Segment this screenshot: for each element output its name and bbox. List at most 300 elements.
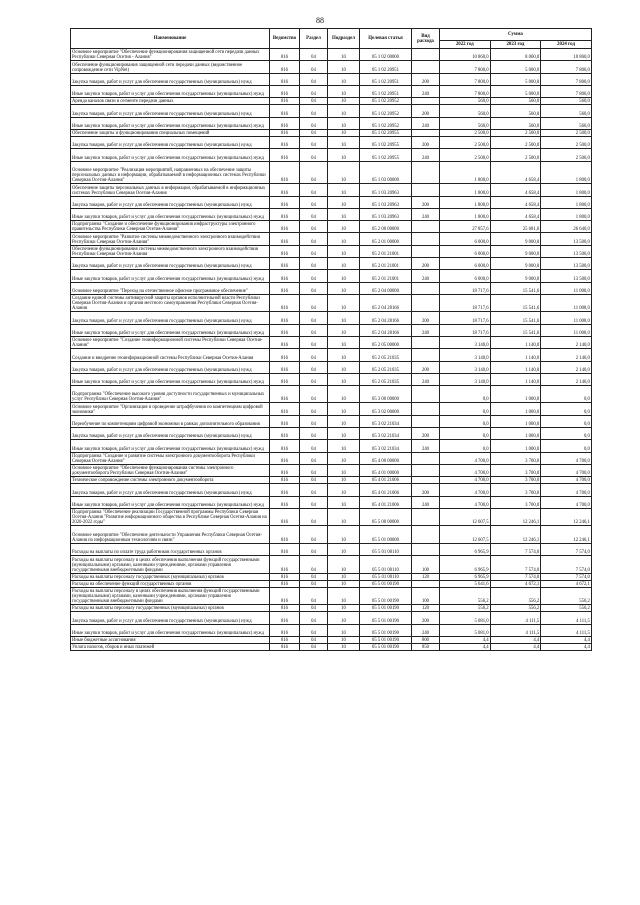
cell-cs: 05 1 02 20951: [360, 85, 412, 97]
cell-name: Основное мероприятие "Обеспечение деятельности Управления Республики Северная Осетия-Алания по информационным технологиям и связи": [71, 526, 270, 543]
cell-2023: 5 000,0: [490, 85, 541, 97]
cell-2023: 15 541,6: [490, 312, 541, 324]
cell-2023: 15 541,6: [490, 282, 541, 294]
header-year-2024: 2024 год: [541, 41, 592, 49]
cell-2024: 4,4: [541, 637, 592, 644]
table-row: [71, 587, 592, 604]
cell-podrazdel: 10: [328, 336, 360, 348]
cell-name: Закупка товаров, работ и услуг для обеспечения государственных (муниципальных) нужд: [71, 73, 270, 85]
cell-ved: 816: [270, 526, 300, 543]
cell-razdel: 04: [300, 208, 328, 220]
cell-vr: [412, 543, 440, 555]
cell-2022: 7 800,0: [440, 61, 491, 73]
cell-name: Иные закупки товаров, работ и услуг для обеспечения государственных (муниципальных) нужд: [71, 440, 270, 452]
cell-podrazdel: 10: [328, 605, 360, 612]
cell-vr: [412, 233, 440, 245]
cell-podrazdel: 10: [328, 644, 360, 651]
cell-razdel: 04: [300, 543, 328, 555]
cell-cs: 05 5 01 00190: [360, 637, 412, 644]
cell-ved: 816: [270, 496, 300, 508]
budget-table: [70, 28, 592, 651]
cell-2024: 1 800,0: [541, 161, 592, 184]
cell-2024: 560,0: [541, 105, 592, 117]
cell-2022: 560,0: [440, 98, 491, 105]
cell-2024: 4 672,1: [541, 580, 592, 587]
cell-podrazdel: 10: [328, 258, 360, 270]
cell-razdel: 04: [300, 573, 328, 580]
cell-name: Подпрограмма "Создание и обеспечение функционирования инфраструктуры электронного правительства Республики Северная Осетия-Алания": [71, 221, 270, 233]
cell-podrazdel: 10: [328, 85, 360, 97]
cell-name: Переобучение по компетенциям цифровой экономики в рамках дополнительного образования: [71, 415, 270, 427]
cell-ved: 816: [270, 428, 300, 440]
cell-razdel: 04: [300, 637, 328, 644]
cell-2023: 9 000,0: [490, 270, 541, 282]
cell-ved: 816: [270, 452, 300, 464]
cell-name: Обеспечение функционирования защищенной сети передачи данных (ведомственное сопровождение сети VipNet): [71, 61, 270, 73]
cell-vr: 200: [412, 428, 440, 440]
cell-cs: 05 5 01 00000: [360, 526, 412, 543]
cell-ved: 816: [270, 184, 300, 196]
header-cs: Целевая статья: [360, 29, 412, 49]
cell-vr: [412, 526, 440, 543]
cell-name: Обеспечение защиты и функционирования специальных помещений: [71, 129, 270, 136]
cell-name: Основное мероприятие "Обеспечение функционирования системы электронного документооборота Республики Северная Осетия-Алания": [71, 464, 270, 476]
cell-2023: 7 574,0: [490, 543, 541, 555]
cell-vr: 200: [412, 105, 440, 117]
cell-2022: 6 000,0: [440, 233, 491, 245]
table-row: [71, 573, 592, 580]
cell-ved: 816: [270, 361, 300, 373]
cell-ved: 816: [270, 509, 300, 526]
cell-cs: 05 2 01 21001: [360, 270, 412, 282]
cell-2024: 10 860,0: [541, 49, 592, 61]
cell-cs: 05 1 02 20951: [360, 73, 412, 85]
cell-razdel: 04: [300, 484, 328, 496]
cell-podrazdel: 10: [328, 543, 360, 555]
cell-2022: 6 000,0: [440, 245, 491, 257]
cell-podrazdel: 10: [328, 452, 360, 464]
cell-name: Иные закупки товаров, работ и услуг для обеспечения государственных (муниципальных) нужд: [71, 117, 270, 129]
cell-vr: 120: [412, 605, 440, 612]
cell-podrazdel: 10: [328, 440, 360, 452]
cell-2024: 0,0: [541, 403, 592, 415]
table-row: [71, 440, 592, 452]
cell-cs: 05 1 02 20952: [360, 105, 412, 117]
cell-name: Закупка товаров, работ и услуг для обеспечения государственных (муниципальных) нужд: [71, 612, 270, 624]
cell-cs: 05 5 00 00000: [360, 509, 412, 526]
cell-podrazdel: 10: [328, 149, 360, 161]
cell-cs: 05 5 01 00110: [360, 556, 412, 573]
cell-razdel: 04: [300, 161, 328, 184]
cell-podrazdel: 10: [328, 137, 360, 149]
cell-cs: 05 1 02 20955: [360, 137, 412, 149]
cell-2024: 2 140,0: [541, 336, 592, 348]
cell-ved: 816: [270, 98, 300, 105]
cell-2024: 2 140,0: [541, 349, 592, 361]
cell-vr: [412, 580, 440, 587]
cell-ved: 816: [270, 336, 300, 348]
cell-cs: 05 3 02 21034: [360, 440, 412, 452]
cell-2022: 556,2: [440, 605, 491, 612]
table-row: [71, 312, 592, 324]
cell-razdel: 04: [300, 509, 328, 526]
cell-2023: 2 500,0: [490, 129, 541, 136]
cell-ved: 816: [270, 137, 300, 149]
cell-ved: 816: [270, 245, 300, 257]
cell-2024: 13 500,0: [541, 233, 592, 245]
cell-razdel: 04: [300, 612, 328, 624]
cell-vr: [412, 184, 440, 196]
cell-name: Иные закупки товаров, работ и услуг для обеспечения государственных (муниципальных) нужд: [71, 624, 270, 636]
cell-2023: 2 500,0: [490, 149, 541, 161]
table-body: [71, 49, 592, 651]
cell-2022: 4 700,0: [440, 464, 491, 476]
cell-podrazdel: 10: [328, 373, 360, 385]
cell-vr: 240: [412, 208, 440, 220]
cell-2023: 4 658,4: [490, 161, 541, 184]
cell-name: Расходы на выплаты персоналу государственных (муниципальных) органов: [71, 605, 270, 612]
cell-2022: 1 800,0: [440, 208, 491, 220]
cell-cs: 05 2 01 00000: [360, 233, 412, 245]
cell-podrazdel: 10: [328, 587, 360, 604]
table-row: [71, 233, 592, 245]
cell-razdel: 04: [300, 98, 328, 105]
cell-name: Основное мероприятие "Организация и проведение штрафбучения по компетенциям цифровой экономики": [71, 403, 270, 415]
cell-2022: 0,0: [440, 440, 491, 452]
cell-podrazdel: 10: [328, 49, 360, 61]
cell-2022: 4,4: [440, 644, 491, 651]
cell-2024: 2 500,0: [541, 149, 592, 161]
cell-name: Закупка товаров, работ и услуг для обеспечения государственных (муниципальных) нужд: [71, 361, 270, 373]
cell-podrazdel: 10: [328, 61, 360, 73]
cell-vr: [412, 415, 440, 427]
cell-2024: 4 111,5: [541, 612, 592, 624]
cell-cs: 05 2 05 21035: [360, 361, 412, 373]
cell-2022: 4 700,0: [440, 484, 491, 496]
table-row: [71, 477, 592, 484]
cell-razdel: 04: [300, 233, 328, 245]
table-row: [71, 129, 592, 136]
table-row: [71, 386, 592, 403]
cell-ved: 816: [270, 580, 300, 587]
cell-cs: 05 2 05 21035: [360, 349, 412, 361]
cell-razdel: 04: [300, 49, 328, 61]
cell-name: Иные закупки товаров, работ и услуг для обеспечения государственных (муниципальных) нужд: [71, 496, 270, 508]
cell-name: Создание и внедрение геоинформационной системы Республики Северная Осетия-Алания: [71, 349, 270, 361]
cell-razdel: 04: [300, 221, 328, 233]
cell-razdel: 04: [300, 85, 328, 97]
cell-name: Иные закупки товаров, работ и услуг для обеспечения государственных (муниципальных) нужд: [71, 373, 270, 385]
cell-2023: 3 700,0: [490, 484, 541, 496]
cell-razdel: 04: [300, 105, 328, 117]
cell-podrazdel: 10: [328, 415, 360, 427]
cell-name: Основное мероприятие "Переход на отечественное офисное программное обеспечение": [71, 282, 270, 294]
cell-2022: 3 140,0: [440, 349, 491, 361]
cell-2024: 4 700,0: [541, 484, 592, 496]
cell-podrazdel: 10: [328, 509, 360, 526]
cell-podrazdel: 10: [328, 233, 360, 245]
cell-vr: 240: [412, 496, 440, 508]
cell-2022: 4,4: [440, 637, 491, 644]
cell-2023: 560,0: [490, 117, 541, 129]
cell-2022: 18 717,6: [440, 282, 491, 294]
cell-vr: [412, 336, 440, 348]
cell-2022: 1 800,0: [440, 161, 491, 184]
header-year-2022: 2022 год: [440, 41, 491, 49]
cell-2022: 1 800,0: [440, 196, 491, 208]
cell-2024: 1 800,0: [541, 196, 592, 208]
cell-2022: 27 857,6: [440, 221, 491, 233]
cell-2022: 3 140,0: [440, 336, 491, 348]
cell-ved: 816: [270, 386, 300, 403]
cell-ved: 816: [270, 349, 300, 361]
cell-ved: 816: [270, 233, 300, 245]
cell-razdel: 04: [300, 294, 328, 311]
cell-2024: 556,2: [541, 587, 592, 604]
cell-podrazdel: 10: [328, 105, 360, 117]
cell-podrazdel: 10: [328, 573, 360, 580]
table-row: [71, 415, 592, 427]
cell-name: Иные закупки товаров, работ и услуг для обеспечения государственных (муниципальных) нужд: [71, 208, 270, 220]
cell-2024: 2 140,0: [541, 361, 592, 373]
cell-cs: 05 4 01 00000: [360, 464, 412, 476]
cell-podrazdel: 10: [328, 312, 360, 324]
cell-podrazdel: 10: [328, 270, 360, 282]
table-row: [71, 105, 592, 117]
cell-cs: 05 2 04 28166: [360, 324, 412, 336]
cell-podrazdel: 10: [328, 477, 360, 484]
cell-vr: 200: [412, 312, 440, 324]
cell-2024: 4 111,5: [541, 624, 592, 636]
table-row: [71, 637, 592, 644]
table-row: [71, 270, 592, 282]
cell-vr: 850: [412, 644, 440, 651]
cell-cs: 05 5 01 00190: [360, 580, 412, 587]
cell-2023: 1 140,0: [490, 373, 541, 385]
cell-razdel: 04: [300, 464, 328, 476]
cell-2023: 12 246,1: [490, 526, 541, 543]
cell-name: Расходы на выплаты персоналу в целях обеспечения выполнения функций государственными (муниципальными) органами, казенными учреждениями, органами управления государственными внебюджетными фондами: [71, 587, 270, 604]
cell-razdel: 04: [300, 605, 328, 612]
cell-2024: 2 140,0: [541, 373, 592, 385]
cell-ved: 816: [270, 294, 300, 311]
cell-2023: 560,0: [490, 105, 541, 117]
cell-2022: 12 607,5: [440, 526, 491, 543]
cell-name: Расходы на выплаты персоналу государственных (муниципальных) органов: [71, 573, 270, 580]
table-row: [71, 196, 592, 208]
table-row: [71, 403, 592, 415]
cell-name: Основное мероприятие "Обеспечение функционирования защищенной сети передачи данных Республики Северная Осетия - Алания": [71, 49, 270, 61]
cell-ved: 816: [270, 73, 300, 85]
cell-razdel: 04: [300, 477, 328, 484]
table-row: [71, 464, 592, 476]
cell-podrazdel: 10: [328, 624, 360, 636]
cell-cs: 05 2 04 00000: [360, 282, 412, 294]
cell-2022: 6 965,9: [440, 556, 491, 573]
cell-cs: 05 5 01 00110: [360, 543, 412, 555]
cell-razdel: 04: [300, 587, 328, 604]
cell-razdel: 04: [300, 312, 328, 324]
cell-ved: 816: [270, 605, 300, 612]
cell-podrazdel: 10: [328, 349, 360, 361]
cell-name: Аренда каналов связи в сегменте передачи данных: [71, 98, 270, 105]
cell-2024: 4 700,0: [541, 464, 592, 476]
cell-vr: [412, 161, 440, 184]
cell-2022: 18 717,6: [440, 312, 491, 324]
cell-cs: 05 3 00 00000: [360, 386, 412, 403]
cell-2023: 1 140,0: [490, 361, 541, 373]
cell-podrazdel: 10: [328, 208, 360, 220]
cell-vr: 120: [412, 573, 440, 580]
cell-podrazdel: 10: [328, 221, 360, 233]
table-row: [71, 373, 592, 385]
table-row: [71, 184, 592, 196]
cell-2022: 7 800,0: [440, 73, 491, 85]
cell-name: Иные закупки товаров, работ и услуг для обеспечения государственных (муниципальных) нужд: [71, 149, 270, 161]
cell-ved: 816: [270, 105, 300, 117]
table-row: [71, 245, 592, 257]
table-row: [71, 258, 592, 270]
table-row: [71, 484, 592, 496]
cell-2023: 1 000,0: [490, 428, 541, 440]
cell-2023: 8 060,0: [490, 49, 541, 61]
cell-2024: 0,0: [541, 415, 592, 427]
cell-2023: 2 500,0: [490, 137, 541, 149]
cell-vr: [412, 129, 440, 136]
cell-2023: 4 111,5: [490, 612, 541, 624]
cell-2023: 4,4: [490, 644, 541, 651]
cell-name: Основное мероприятие "Создание геоинформационной системы Республики Северная Осетия-Алания": [71, 336, 270, 348]
page-number: 88: [316, 16, 324, 25]
cell-2023: 4 672,1: [490, 580, 541, 587]
cell-ved: 816: [270, 161, 300, 184]
cell-vr: [412, 349, 440, 361]
table-row: [71, 526, 592, 543]
cell-2023: 560,0: [490, 98, 541, 105]
cell-cs: 05 1 03 20963: [360, 196, 412, 208]
cell-vr: 240: [412, 270, 440, 282]
cell-name: Создание единой системы антивирусной защиты органов исполнительной власти Республики Северная Осетия-Алания и органов местного самоуправления Республики Северная Осетия-Алания: [71, 294, 270, 311]
cell-razdel: 04: [300, 282, 328, 294]
cell-vr: [412, 464, 440, 476]
cell-razdel: 04: [300, 644, 328, 651]
cell-2024: 11 000,0: [541, 294, 592, 311]
cell-vr: 100: [412, 587, 440, 604]
cell-ved: 816: [270, 464, 300, 476]
cell-cs: 05 4 00 00000: [360, 452, 412, 464]
cell-2024: 26 640,0: [541, 221, 592, 233]
cell-2024: 1 800,0: [541, 184, 592, 196]
table-row: [71, 361, 592, 373]
cell-name: Основное мероприятие "Развитие системы межведомственного электронного взаимодействия Республики Северная Осетия-Алания": [71, 233, 270, 245]
table-row: [71, 294, 592, 311]
table-row: [71, 349, 592, 361]
cell-vr: [412, 403, 440, 415]
cell-2022: 3 140,0: [440, 373, 491, 385]
table-row: [71, 61, 592, 73]
cell-2023: 1 000,0: [490, 386, 541, 403]
cell-ved: 816: [270, 543, 300, 555]
cell-cs: 05 2 00 00000: [360, 221, 412, 233]
cell-name: Техническое сопровождение системы электронного документооборота: [71, 477, 270, 484]
cell-2022: 18 717,6: [440, 294, 491, 311]
cell-2023: 15 541,6: [490, 294, 541, 311]
cell-2024: 4 700,0: [541, 477, 592, 484]
cell-cs: 05 4 01 21006: [360, 484, 412, 496]
cell-2022: 6 000,0: [440, 258, 491, 270]
cell-razdel: 04: [300, 184, 328, 196]
cell-2023: 9 000,0: [490, 258, 541, 270]
cell-podrazdel: 10: [328, 294, 360, 311]
cell-ved: 816: [270, 440, 300, 452]
table-row: [71, 624, 592, 636]
cell-podrazdel: 10: [328, 361, 360, 373]
cell-vr: 200: [412, 361, 440, 373]
cell-razdel: 04: [300, 245, 328, 257]
cell-2022: 2 500,0: [440, 149, 491, 161]
cell-cs: 05 2 05 21035: [360, 373, 412, 385]
cell-2023: 3 700,0: [490, 452, 541, 464]
cell-2024: 13 500,0: [541, 270, 592, 282]
cell-vr: 240: [412, 324, 440, 336]
cell-ved: 816: [270, 637, 300, 644]
cell-2022: 4 700,0: [440, 496, 491, 508]
table-row: [71, 644, 592, 651]
cell-podrazdel: 10: [328, 464, 360, 476]
cell-2024: 7 800,0: [541, 85, 592, 97]
cell-razdel: 04: [300, 428, 328, 440]
table-row: [71, 543, 592, 555]
cell-razdel: 04: [300, 580, 328, 587]
table-row: [71, 605, 592, 612]
cell-vr: 240: [412, 117, 440, 129]
cell-2022: 560,0: [440, 117, 491, 129]
header-vr: Вид расхода: [412, 29, 440, 49]
cell-podrazdel: 10: [328, 245, 360, 257]
cell-name: Обеспечение функционирования системы межведомственного электронного взаимодействия Республики Северная Осетия-Алания: [71, 245, 270, 257]
cell-vr: 200: [412, 258, 440, 270]
table-row: [71, 208, 592, 220]
cell-ved: 816: [270, 196, 300, 208]
header-razdel: Раздел: [300, 29, 328, 49]
cell-2024: 11 000,0: [541, 324, 592, 336]
cell-cs: 05 1 02 00000: [360, 49, 412, 61]
cell-2024: 4 700,0: [541, 452, 592, 464]
cell-vr: 240: [412, 85, 440, 97]
table-row: [71, 73, 592, 85]
cell-name: Подпрограмма "Создание и развитие системы электронного документооборота Республики Северная Осетия-Алания": [71, 452, 270, 464]
cell-vr: 240: [412, 149, 440, 161]
cell-2023: 4 658,4: [490, 196, 541, 208]
cell-vr: [412, 98, 440, 105]
cell-2022: 2 500,0: [440, 137, 491, 149]
cell-razdel: 04: [300, 117, 328, 129]
cell-2023: 9 000,0: [490, 245, 541, 257]
cell-razdel: 04: [300, 556, 328, 573]
cell-name: Иные закупки товаров, работ и услуг для обеспечения государственных (муниципальных) нужд: [71, 324, 270, 336]
table-row: [71, 496, 592, 508]
cell-podrazdel: 10: [328, 556, 360, 573]
cell-2022: 6 965,9: [440, 573, 491, 580]
cell-razdel: 04: [300, 149, 328, 161]
cell-2022: 12 607,5: [440, 509, 491, 526]
cell-ved: 816: [270, 484, 300, 496]
cell-2023: 4,4: [490, 637, 541, 644]
cell-2022: 2 500,0: [440, 129, 491, 136]
cell-vr: 200: [412, 137, 440, 149]
cell-name: Иные закупки товаров, работ и услуг для обеспечения государственных (муниципальных) нужд: [71, 270, 270, 282]
cell-2023: 556,2: [490, 605, 541, 612]
